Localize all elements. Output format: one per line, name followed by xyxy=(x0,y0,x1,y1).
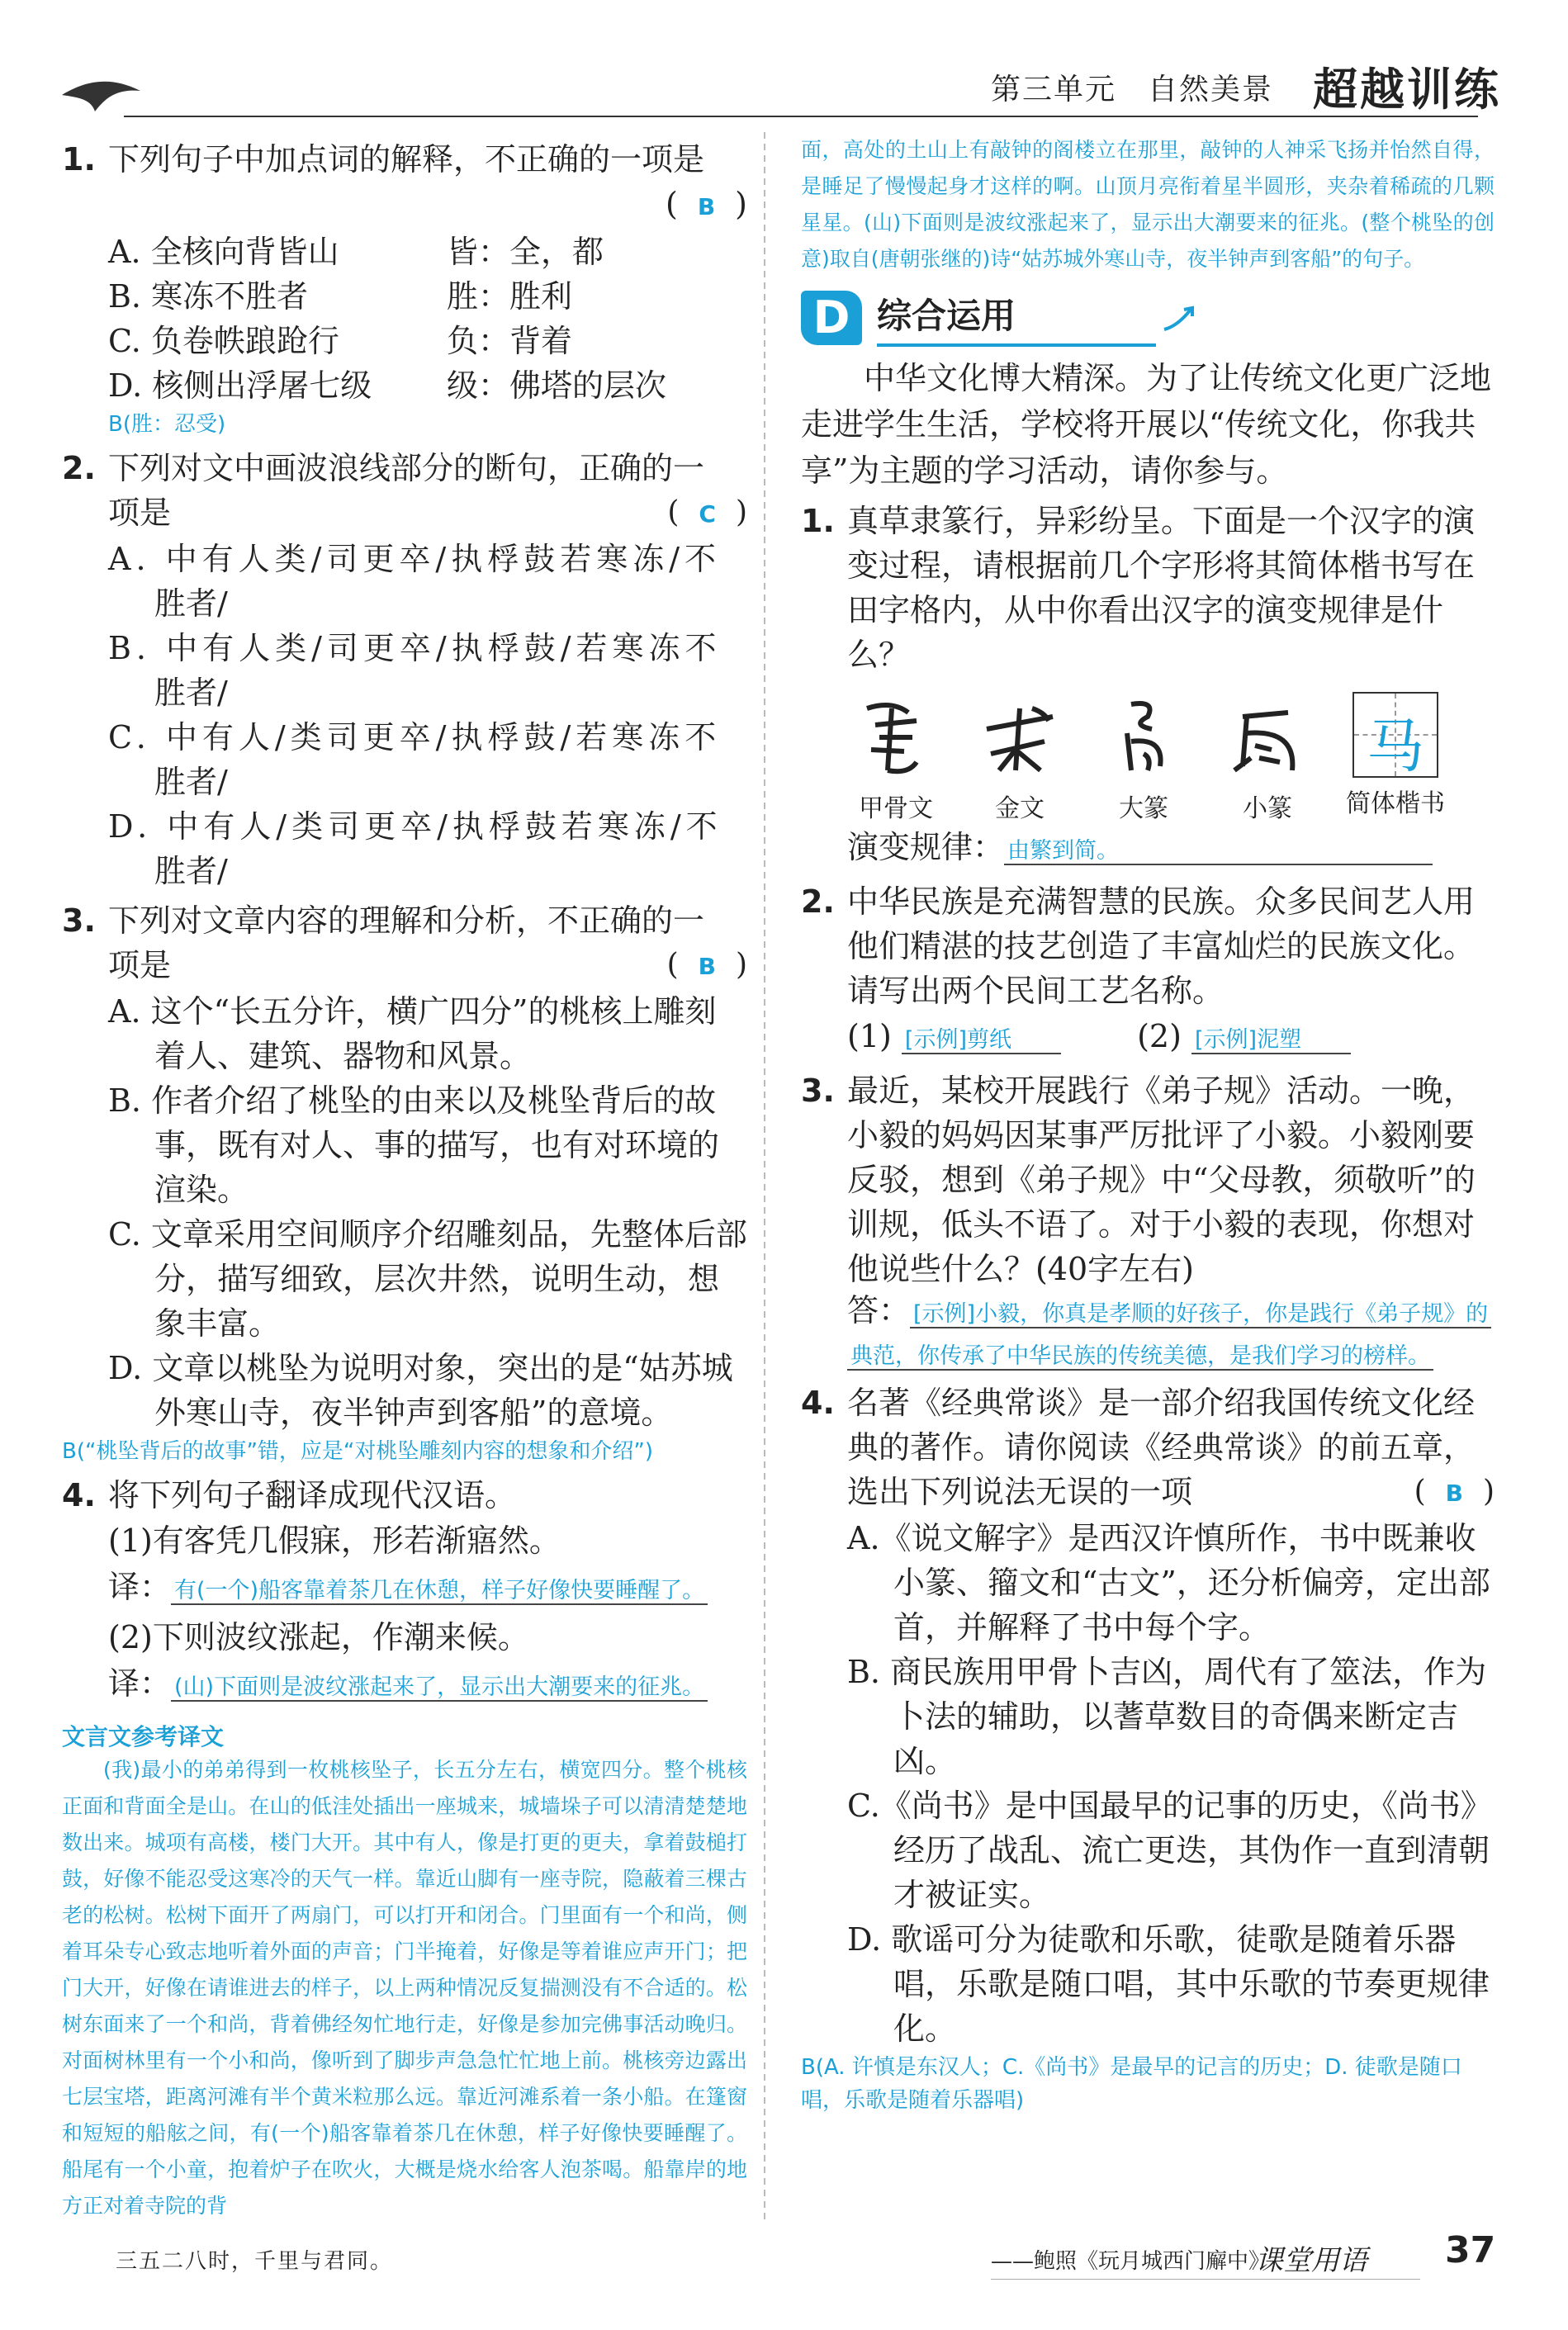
answer-note: B(胜：忍受) xyxy=(108,412,226,437)
bronze-horse-icon xyxy=(974,692,1065,783)
question-number: 4. xyxy=(62,1477,96,1513)
q3-answer xyxy=(801,1291,1495,1376)
answer-label: (2) xyxy=(1137,1018,1182,1054)
answer-label: 译： xyxy=(108,1665,172,1702)
question-number: 2. xyxy=(62,450,96,486)
character-evolution xyxy=(850,692,1445,824)
question-number: 2. xyxy=(801,883,835,920)
question-stem: 项是 xyxy=(108,947,172,983)
question-number: 3. xyxy=(801,1073,835,1109)
option-gloss: 皆：全，都 xyxy=(447,234,604,270)
question-stem: 下列句子中加点词的解释，不正确的一项是 xyxy=(108,141,705,178)
question-stem: 真草隶篆行，异彩纷呈。下面是一个汉字的演变过程，请根据前几个字形将其简体楷书写在田字格内，从中你看出汉字的演变规律是什么？ xyxy=(847,503,1476,673)
option xyxy=(62,319,747,363)
answer-paren: ( C ) xyxy=(667,495,747,529)
translation-2 xyxy=(62,1660,747,1711)
option xyxy=(62,537,747,626)
option xyxy=(62,274,747,319)
small-seal-horse-icon xyxy=(1222,692,1313,783)
question-4 xyxy=(62,1473,747,1518)
answer-fill: [示例]小毅，你真是孝顺的好孩子，你是践行《弟子规》的 xyxy=(910,1301,1491,1328)
answer: C xyxy=(699,500,716,528)
tian-answer: 马 xyxy=(1367,713,1424,780)
question-stem: 下列对文章内容的理解和分析，不正确的一 xyxy=(108,902,705,939)
question-stem: 中华民族是充满智慧的民族。众多民间艺人用他们精湛的技艺创造了丰富灿烂的民族文化。请写出两个民间工艺名称。 xyxy=(847,883,1476,1009)
oracle-bone-glyph xyxy=(850,692,941,824)
translation-1 xyxy=(62,1564,747,1614)
option-text: D. 核侧出浮屠七级 xyxy=(108,367,372,404)
section-title: 综合运用 xyxy=(877,289,1156,347)
option-gloss: 负：背着 xyxy=(447,323,573,359)
reference-title: 文言文参考译文 xyxy=(62,1723,225,1750)
large-seal-glyph xyxy=(1098,692,1189,824)
option-gloss: 胜：胜利 xyxy=(447,278,573,315)
option: B. 商民族用甲骨卜吉凶，周代有了筮法，作为卜法的辅助，以蓍草数目的奇偶来断定吉凶。 xyxy=(847,1654,1487,1779)
answer-fill: [示例]泥塑 xyxy=(1191,1027,1351,1054)
right-column xyxy=(801,132,1495,2117)
answer-note: B(A. 许慎是东汉人；C.《尚书》是最早的记言的历史；D. 徒歌是随口唱，乐歌是随着乐器唱) xyxy=(801,2055,1462,2113)
option: C. 文章采用空间顺序介绍雕刻品，先整体后部分，描写细致，层次井然，说明生动，想象丰富。 xyxy=(108,1216,747,1342)
option xyxy=(62,804,747,893)
question-3 xyxy=(62,898,747,989)
answer-label: (1) xyxy=(847,1018,892,1054)
answer: B xyxy=(1445,1480,1463,1507)
option: D. 文章以桃坠为说明对象，突出的是“姑苏城外寒山寺，夜半钟声到客船”的意境。 xyxy=(108,1350,733,1431)
section-header xyxy=(801,289,1495,347)
column-divider xyxy=(764,132,765,2221)
question-stem: 最近，某校开展践行《弟子规》活动。一晚，小毅的妈妈因某事严厉批评了小毅。小毅刚要反驳，想到《弟子规》中“父母教，须敬听”的训规，低头不语了。对于小毅的表现，你想对他说些什么？(40字左右) xyxy=(847,1073,1476,1287)
answer: B xyxy=(697,193,716,220)
option-text: 胜者/ xyxy=(154,585,228,622)
reference-text: (我)最小的弟弟得到一枚桃核坠子，长五分左右，横宽四分。整个桃核正面和背面全是山。在山的低洼处插出一座城来，城墙垛子可以清清楚楚地数出来。城项有高楼，楼门大开。其中有人，像是打更的更夫，拿着鼓槌打鼓，好像不能忍受这寒冷的天气一样。靠近山脚有一座寺院，隐蔽着三棵古老的松树。松树下面开了两扇门，可以打开和闭合。门里面有一个和尚，侧着耳朵专心致志地听着外面的声音；门半掩着，好像是等着谁应声开门；把门大开，好像在请谁进去的样子，以上两种情况反复揣测没有不合适的。松树东面来了一个和尚，背着佛经匆忙地行走，好像是参加完佛事活动晚归。对面树林里有一个小和尚，像听到了脚步声急急忙忙地上前。桃核旁边露出七层宝塔，距离河滩有半个黄米粒那么远。靠近河滩系着一条小船。在篷窗和短短的船舷之间，有(一个)船客靠着茶几在休憩，样子好像快要睡醒了。船尾有一个小童，抱着炉子在吹火，大概是烧水给客人泡茶喝。船靠岸的地方正对着寺院的背 xyxy=(62,1758,747,2218)
option xyxy=(62,626,747,715)
question-stem: 下列对文中画波浪线部分的断句，正确的一 xyxy=(108,450,705,486)
option-text: D. 中有人/类司更卒/执桴鼓若寒冻/不 xyxy=(108,808,722,845)
small-seal-glyph xyxy=(1222,692,1313,824)
craft-answers xyxy=(801,1013,1495,1063)
left-column xyxy=(62,132,747,2224)
char-label: 金文 xyxy=(995,794,1045,823)
regular-script-box xyxy=(1346,692,1445,824)
evolution-rule xyxy=(801,824,1495,874)
option-text: 胜者/ xyxy=(154,675,228,711)
option: B. 作者介绍了桃坠的由来以及桃坠背后的故事，既有对人、事的描写，也有对环境的渲染。 xyxy=(108,1082,720,1208)
answer-fill: [示例]剪纸 xyxy=(902,1027,1061,1054)
intro-paragraph: 中华文化博大精深。为了让传统文化更广泛地走进学生生活，学校将开展以“传统文化，你我共享”为主题的学习活动，请你参与。 xyxy=(801,360,1492,489)
brand-title: 超越训练 xyxy=(1313,64,1501,116)
answer-fill: 典范，你传承了中华民族的传统美德，是我们学习的榜样。 xyxy=(847,1343,1433,1371)
tian-grid xyxy=(1352,692,1438,778)
question-stem: 项是 xyxy=(108,495,172,531)
option-text: B. 中有人类/司更卒/执桴鼓/若寒冻不 xyxy=(108,630,722,666)
question-4 xyxy=(801,1380,1495,1516)
char-label: 小篆 xyxy=(1243,794,1292,823)
footer-brand: 课堂用语 xyxy=(1255,2244,1367,2277)
footer-source: ——鲍照《玩月城西门廨中》 xyxy=(991,2249,1271,2274)
unit-title: 第三单元 自然美景 xyxy=(991,73,1274,107)
arrow-icon xyxy=(1161,301,1202,334)
footer-quote: 三五二八时，千里与君同。 xyxy=(116,2249,394,2274)
answer-label: 答： xyxy=(847,1292,911,1328)
question-stem: 将下列句子翻译成现代汉语。 xyxy=(108,1477,517,1513)
answer-paren: ( B ) xyxy=(666,186,747,222)
question-stem: 名著《经典常谈》是一部介绍我国传统文化经典的著作。请你阅读《经典常谈》的前五章，选出下列说法无误的一项 xyxy=(847,1385,1476,1510)
sentence-1: (1)有客凭几假寐，形若渐寤然。 xyxy=(108,1523,561,1559)
question-number: 4. xyxy=(801,1385,835,1421)
option-text: C. 中有人/类司更卒/执桴鼓/若寒冻不 xyxy=(108,719,722,755)
sentence-2: (2)下则波纹涨起，作潮来候。 xyxy=(108,1619,529,1655)
answer-fill: 由繁到简。 xyxy=(1004,838,1433,865)
header-rule xyxy=(124,116,1478,117)
oracle-bone-horse-icon xyxy=(850,692,941,783)
option-text: A. 中有人类/司更卒/执桴鼓若寒冻/不 xyxy=(108,541,722,577)
footer-rule xyxy=(991,2279,1420,2280)
question-2 xyxy=(62,446,747,537)
question-number: 1. xyxy=(801,503,835,539)
answer-note: B(“桃坠背后的故事”错，应是“对桃坠雕刻内容的想象和介绍”) xyxy=(62,1439,654,1464)
question-number: 3. xyxy=(62,902,96,939)
reference-text-continued: 面，高处的土山上有敲钟的阁楼立在那里，敲钟的人神采飞扬并怡然自得，是睡足了慢慢起身才这样的啊。山顶月亮衔着星半圆形，夹杂着稀疏的几颗星星。(山)下面则是波纹涨起来了，显示出大潮要来的征兆。(整个桃坠的创意)取自(唐朝张继的)诗“姑苏城外寒山寺，夜半钟声到客船”的句子。 xyxy=(801,138,1495,271)
option: A.《说文解字》是西汉许慎所作，书中既兼收小篆、籀文和“古文”，还分析偏旁，定出部首，并解释了书中每个字。 xyxy=(847,1520,1490,1646)
option xyxy=(62,230,747,274)
option-text: 胜者/ xyxy=(154,764,228,800)
option: D. 歌谣可分为徒歌和乐歌，徒歌是随着乐器唱，乐歌是随口唱，其中乐歌的节奏更规律化。 xyxy=(847,1921,1490,2047)
question-1 xyxy=(801,499,1495,677)
question-1 xyxy=(62,137,747,230)
char-label: 简体楷书 xyxy=(1346,789,1445,818)
answer-fill: (山)下面则是波纹涨起来了，显示出大潮要来的征兆。 xyxy=(171,1674,708,1702)
option-gloss: 级：佛塔的层次 xyxy=(447,367,667,404)
answer-label: 演变规律： xyxy=(847,829,1005,865)
option-text: B. 寒冻不胜者 xyxy=(108,278,309,315)
section-letter: D xyxy=(801,291,862,345)
answer-fill: 有(一个)船客靠着茶几在休憩，样子好像快要睡醒了。 xyxy=(171,1578,708,1605)
answer: B xyxy=(698,953,716,980)
option-text: 胜者/ xyxy=(154,853,228,889)
option: A. 这个“长五分许，横广四分”的桃核上雕刻着人、建筑、器物和风景。 xyxy=(108,993,717,1074)
page-number: 37 xyxy=(1445,2229,1496,2271)
char-label: 大篆 xyxy=(1119,794,1168,823)
question-2 xyxy=(801,879,1495,1013)
char-label: 甲骨文 xyxy=(859,794,933,823)
large-seal-horse-icon xyxy=(1098,692,1189,783)
question-3 xyxy=(801,1068,1495,1291)
question-number: 1. xyxy=(62,141,96,178)
answer-paren: ( B ) xyxy=(1414,1475,1495,1508)
answer-label: 译： xyxy=(108,1569,172,1605)
answer-paren: ( B ) xyxy=(666,948,747,982)
bronze-glyph xyxy=(974,692,1065,824)
option-text: A. 全核向背皆山 xyxy=(108,234,339,270)
option xyxy=(62,715,747,804)
option xyxy=(62,363,747,408)
option: C.《尚书》是中国最早的记事的历史，《尚书》经历了战乱、流亡更迭，其伪作一直到清朝才被证实。 xyxy=(847,1788,1492,1913)
option-text: C. 负卷帙踉跄行 xyxy=(108,323,339,359)
